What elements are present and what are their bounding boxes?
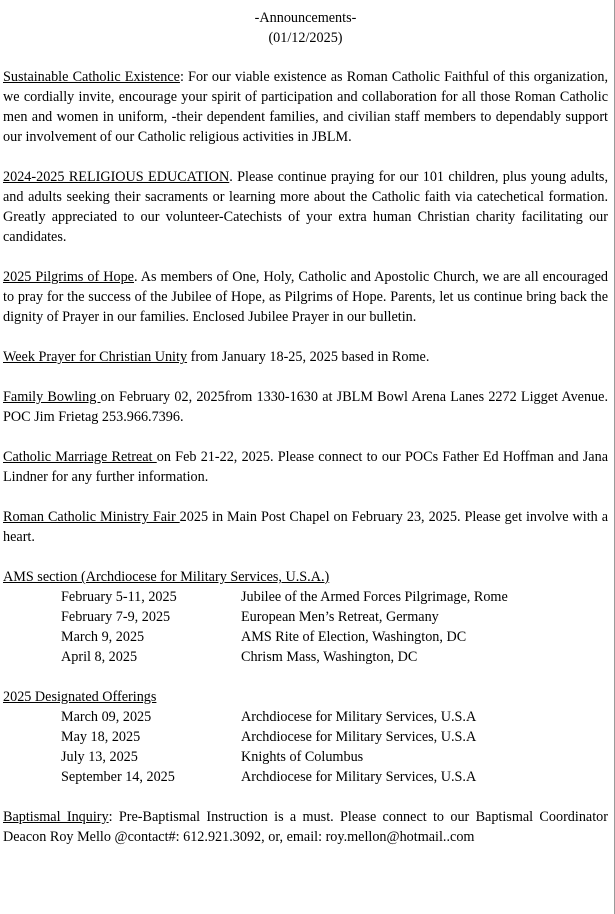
baptismal-inquiry-text: : Pre-Baptismal Instruction is a must. Please connect to our Baptismal Coordinator Deacon Roy Mello @contact#: 612.921.3092, or, email: roy.mellon@hotmail..com xyxy=(3,809,608,845)
ams-section-heading: AMS section (Archdiocese for Military Services, U.S.A.) xyxy=(3,569,330,585)
baptismal-inquiry-heading: Baptismal Inquiry xyxy=(3,809,109,825)
pilgrims-of-hope-text: . As members of One, Holy, Catholic and Apostolic Church, we are all encouraged to pray for the success of the Jubilee of Hope, as Pilgrims of Hope. Parents, let us continue bring back the dignity of Prayer in our families. Enclosed Jubilee Prayer in our bulletin. xyxy=(3,269,609,325)
announcement-date: (01/12/2025) xyxy=(268,30,343,46)
offering-row-recipient: Archdiocese for Military Services, U.S.A xyxy=(241,729,477,745)
ams-row-date: April 8, 2025 xyxy=(61,649,138,665)
ams-row xyxy=(3,627,608,647)
offering-row xyxy=(3,747,608,767)
offering-row-date: March 09, 2025 xyxy=(61,709,152,725)
ams-row-event: Chrism Mass, Washington, DC xyxy=(241,649,418,665)
ams-row xyxy=(3,587,608,607)
ministry-fair-paragraph xyxy=(3,507,608,547)
offering-row-date: May 18, 2025 xyxy=(61,729,141,745)
sustainable-existence-heading: Sustainable Catholic Existence xyxy=(3,69,180,85)
designated-offerings-heading: 2025 Designated Offerings xyxy=(3,689,157,705)
ams-row-event: European Men’s Retreat, Germany xyxy=(241,609,439,625)
christian-unity-paragraph xyxy=(3,347,608,367)
religious-education-paragraph xyxy=(3,167,608,247)
offering-row-date: September 14, 2025 xyxy=(61,769,175,785)
christian-unity-text: from January 18-25, 2025 based in Rome. xyxy=(187,349,430,365)
page-title: -Announcements- xyxy=(254,10,357,26)
offering-row-recipient: Knights of Columbus xyxy=(241,749,364,765)
designated-offerings-section xyxy=(3,687,608,787)
ministry-fair-heading: Roman Catholic Ministry Fair xyxy=(3,509,180,525)
offering-row-date: July 13, 2025 xyxy=(61,749,138,765)
family-bowling-heading: Family Bowling xyxy=(3,389,101,405)
ams-row-date: February 5-11, 2025 xyxy=(61,589,177,605)
family-bowling-text: on February 02, 2025from 1330-1630 at JBLM Bowl Arena Lanes 2272 Ligget Avenue. POC Jim Frietag 253.966.7396. xyxy=(3,389,608,425)
marriage-retreat-heading: Catholic Marriage Retreat xyxy=(3,449,157,465)
family-bowling-paragraph xyxy=(3,387,608,427)
offering-row xyxy=(3,767,608,787)
christian-unity-heading: Week Prayer for Christian Unity xyxy=(3,349,188,365)
sustainable-existence-text: : For our viable existence as Roman Catholic Faithful of this organization, we cordially invite, encourage your spirit of participation and collaboration for all those Roman Catholic men and women in uniform, -their dependent families, and civilian staff members to dependably support our involvement of our Catholic religious activities in JBLM. xyxy=(3,69,608,145)
pilgrims-of-hope-paragraph xyxy=(3,267,608,327)
sustainable-existence-paragraph xyxy=(3,67,608,147)
pilgrims-of-hope-heading: 2025 Pilgrims of Hope xyxy=(3,269,134,285)
offering-row-recipient: Archdiocese for Military Services, U.S.A xyxy=(241,709,477,725)
ams-schedule xyxy=(3,587,608,667)
ministry-fair-text: 2025 in Main Post Chapel on February 23, 2025. Please get involve with a heart. xyxy=(3,509,609,545)
marriage-retreat-paragraph xyxy=(3,447,608,487)
ams-row xyxy=(3,607,608,627)
announcements-header xyxy=(3,8,608,48)
offering-row xyxy=(3,707,608,727)
religious-education-text: . Please continue praying for our 101 children, plus young adults, and adults seeking their sacraments or learning more about the Catholic faith via catechetical formation. Greatly appreciated to our volunteer-Catechists of your extra human Christian charity facilitating our candidates. xyxy=(3,169,608,245)
baptismal-inquiry-paragraph xyxy=(3,807,608,847)
ams-row-event: AMS Rite of Election, Washington, DC xyxy=(241,629,467,645)
offerings-schedule xyxy=(3,707,608,787)
ams-row-event: Jubilee of the Armed Forces Pilgrimage, Rome xyxy=(241,589,508,605)
ams-row-date: February 7-9, 2025 xyxy=(61,609,171,625)
offering-row-recipient: Archdiocese for Military Services, U.S.A xyxy=(241,769,477,785)
religious-education-heading: 2024-2025 RELIGIOUS EDUCATION xyxy=(3,169,230,185)
marriage-retreat-text: on Feb 21-22, 2025. Please connect to our POCs Father Ed Hoffman and Jana Lindner for any further information. xyxy=(3,449,608,485)
ams-row xyxy=(3,647,608,667)
offering-row xyxy=(3,727,608,747)
ams-section xyxy=(3,567,608,667)
ams-row-date: March 9, 2025 xyxy=(61,629,145,645)
